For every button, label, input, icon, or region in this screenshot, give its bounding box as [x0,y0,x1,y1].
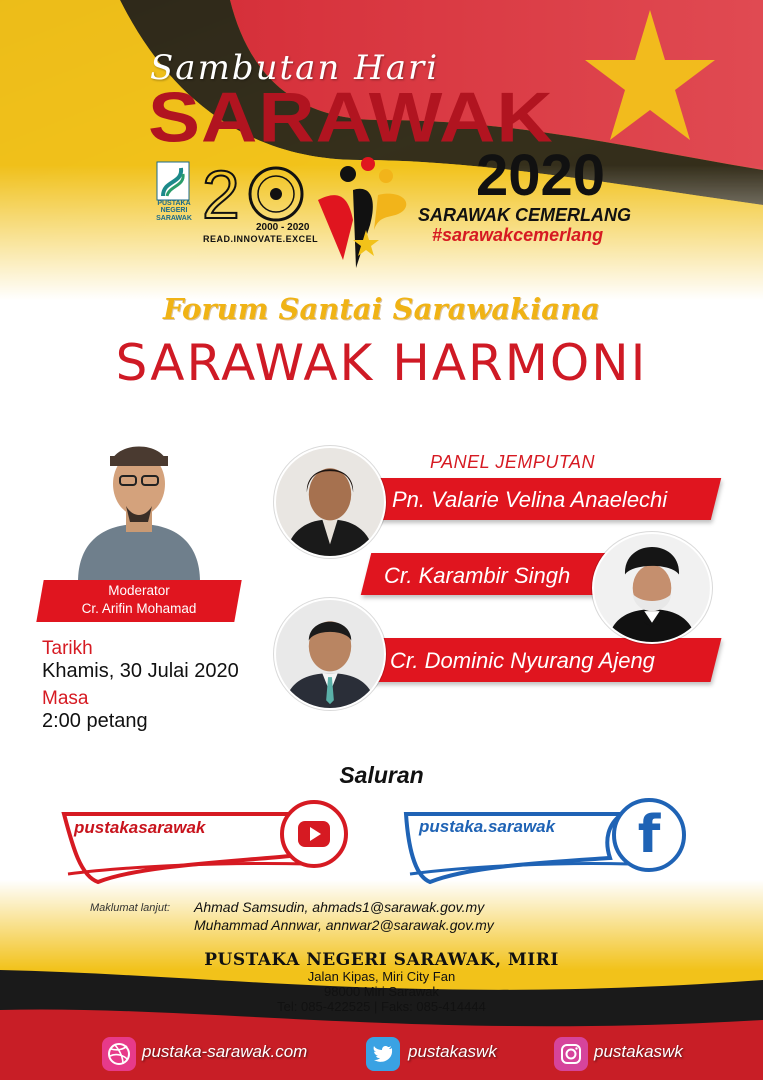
contact-label: Maklumat lanjut: [90,902,171,914]
hari-sarawak-logo-icon [308,150,420,270]
main-title: SARAWAK [148,77,554,157]
panelist-name-2: Cr. Karambir Singh [384,563,571,588]
event-year: 2020 [476,143,606,208]
svg-text:2: 2 [202,160,240,224]
moderator-label [40,582,238,618]
moderator-name: Cr. Arifin Mohamad [81,601,197,616]
event-script-title: Sambutan Hari [150,48,440,88]
panelist-photo-1 [274,446,386,558]
date-label: Tarikh [42,638,93,659]
panelist-name-1: Pn. Valarie Velina Anaelechi [392,487,668,512]
facebook-page-name[interactable]: pustaka.sarawak [419,817,556,836]
website-link[interactable]: pustaka-sarawak.com [142,1042,308,1061]
channels-heading: Saluran [339,762,424,788]
contact-line-2: Muhammad Annwar, annwar2@sarawak.gov.my [194,917,494,933]
anniversary-tagline: READ.INNOVATE.EXCEL [203,234,319,244]
hashtag-text: #sarawakcemerlang [432,225,604,245]
time-value: 2:00 petang [42,710,148,732]
date-value: Khamis, 30 Julai 2020 [42,660,239,682]
forum-subtitle: Forum Santai Sarawakiana [163,292,600,326]
forum-title: SARAWAK HARMONI [115,334,648,392]
organizer-address-2: 98000 Miri Sarawak [324,984,439,999]
panelist-name-3: Cr. Dominic Nyurang Ajeng [390,648,655,673]
contact-line-1: Ahmad Samsudin, ahmads1@sarawak.gov.my [194,899,485,915]
theme-text: SARAWAK CEMERLANG [418,205,632,225]
moderator-photo [58,432,220,582]
organizer-name: PUSTAKA NEGERI SARAWAK, MIRI [204,950,559,970]
dribbble-icon[interactable] [102,1037,136,1071]
pns-logo-text: PUSTAKA NEGERI SARAWAK [156,200,192,222]
organizer-address-1: Jalan Kipas, Miri City Fan [307,969,456,984]
time-label: Masa [42,688,89,709]
youtube-channel-name[interactable]: pustakasarawak [74,818,206,837]
anniversary-years: 2000 - 2020 [256,222,310,233]
anniversary-20-icon [200,160,310,224]
panelist-photo-2 [592,532,712,644]
panel-heading: PANEL JEMPUTAN [430,452,596,472]
organizer-phone: Tel: 085-422525 | Faks: 085-414444 [277,999,486,1014]
panelist-photo-3 [274,598,386,710]
facebook-icon[interactable]: f [612,798,686,872]
twitter-handle[interactable]: pustakaswk [408,1042,497,1061]
youtube-icon[interactable] [280,800,348,868]
twitter-icon[interactable] [366,1037,400,1071]
moderator-role: Moderator [108,583,170,598]
instagram-handle[interactable]: pustakaswk [594,1042,683,1061]
instagram-icon[interactable] [554,1037,588,1071]
